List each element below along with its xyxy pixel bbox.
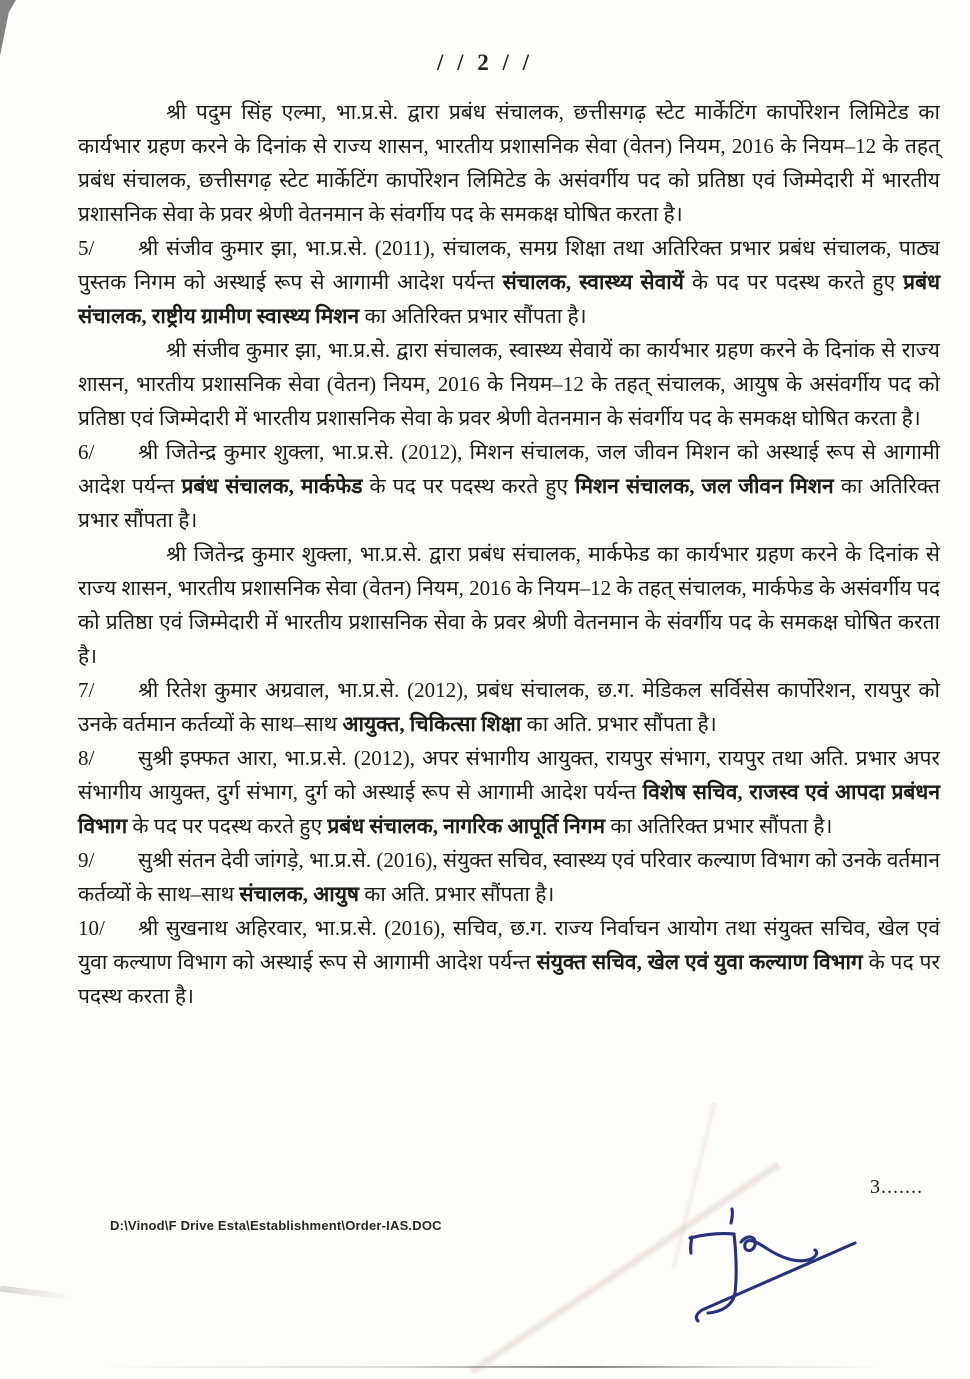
body-text: श्री पदुम सिंह एल्मा, भा.प्र.से. द्वारा प्रबंध संचालक, छत्तीसगढ़ स्टेट मार्केटिंग कार्पोरेशन लिमिटेड का कार्यभार ग्रहण करने के दिनांक से राज्य शासन, भारतीय प्रशासनिक सेवा (वेतन) नियम, 2016 के नियम–12 के तहत् प्रबंध संचालक, छत्तीसगढ़ स्टेट मार्केटिंग कार्पोरेशन लिमिटेड के असंवर्गीय पद को प्रतिष्ठा एवं जिम्मेदारी में भारतीय प्रशासनिक सेवा के प्रवर श्रेणी वेतनमान के संवर्गीय पद के समकक्ष घोषित करता है। xyxy=(78,100,940,226)
emphasized-text: मिशन संचालक, जल जीवन मिशन xyxy=(575,474,834,498)
item-number: 5/ xyxy=(78,236,95,260)
body-text: का अति. प्रभार सौंपता है। xyxy=(521,712,717,736)
emphasized-text: प्रबंध संचालक, नागरिक आपूर्ति निगम xyxy=(327,814,606,838)
emphasized-text: प्रबंध संचालक, मार्कफेड xyxy=(181,474,363,498)
body-text: श्री जितेन्द्र कुमार शुक्ला, भा.प्र.से. द्वारा प्रबंध संचालक, मार्कफेड का कार्यभार ग्रहण करने के दिनांक से राज्य शासन, भारतीय प्रशासनिक सेवा (वेतन) नियम, 2016 के नियम–12 के तहत् संचालक, मार्कफेड के असंवर्गीय पद को प्रतिष्ठा एवं जिम्मेदारी में भारतीय प्रशासनिक सेवा के प्रवर श्रेणी वेतनमान के संवर्गीय पद के समकक्ष घोषित करता है। xyxy=(78,542,940,668)
next-page-indicator: 3....... xyxy=(870,1176,923,1198)
order-paragraph xyxy=(78,537,940,673)
body-text: सुश्री संतन देवी जांगड़े, भा.प्र.से. (2016), संयुक्त सचिव, स्वास्थ्य एवं परिवार कल्याण विभाग को उनके वर्तमान कर्तव्यों के साथ–साथ xyxy=(78,848,940,906)
page-number-header: / / 2 / / xyxy=(436,50,534,75)
body-text: के पद पर पदस्थ करते हुए xyxy=(683,270,904,294)
body-text: श्री सुखनाथ अहिरवार, भा.प्र.से. (2016), सचिव, छ.ग. राज्य निर्वाचन आयोग तथा संयुक्त सचिव, खेल एवं युवा कल्याण विभाग को अस्थाई रूप से आगामी आदेश पर्यन्त xyxy=(78,916,940,974)
body-text: श्री संजीव कुमार झा, भा.प्र.से. द्वारा संचालक, स्वास्थ्य सेवायें का कार्यभार ग्रहण करने के दिनांक से राज्य शासन, भारतीय प्रशासनिक सेवा (वेतन) नियम, 2016 के नियम–12 के तहत् संचालक, आयुष के असंवर्गीय पद को प्रतिष्ठा एवं जिम्मेदारी में भारतीय प्रशासनिक सेवा के प्रवर श्रेणी वेतनमान के संवर्गीय पद के समकक्ष घोषित करता है। xyxy=(78,338,940,430)
order-item-9 xyxy=(78,843,940,911)
order-text-body xyxy=(78,95,940,1013)
item-number: 8/ xyxy=(78,746,95,770)
emphasized-text: संचालक, स्वास्थ्य सेवायें xyxy=(502,270,684,294)
order-item-10 xyxy=(78,911,940,1013)
order-item-7 xyxy=(78,673,940,741)
body-text: श्री जितेन्द्र कुमार शुक्ला, भा.प्र.से. (2012), मिशन संचालक, जल जीवन मिशन को अस्थाई रूप से आगामी आदेश पर्यन्त xyxy=(78,440,940,498)
order-item-8 xyxy=(78,741,940,843)
emphasized-text: प्रबंध संचालक, राष्ट्रीय ग्रामीण स्वास्थ्य मिशन xyxy=(78,270,940,328)
body-text: के पद पर पदस्थ करते हुए xyxy=(127,814,328,838)
item-number: 6/ xyxy=(78,440,95,464)
scan-edge-artifact xyxy=(95,1366,885,1368)
body-text: का अति. प्रभार सौंपता है। xyxy=(359,882,555,906)
body-text: का अतिरिक्त प्रभार सौंपता है। xyxy=(359,304,587,328)
item-number: 10/ xyxy=(78,916,105,940)
emphasized-text: संयुक्त सचिव, खेल एवं युवा कल्याण विभाग xyxy=(536,950,863,974)
emphasized-text: संचालक, आयुष xyxy=(239,882,360,906)
body-text: के पद पर पदस्थ करते हुए xyxy=(362,474,576,498)
signature-ink-icon xyxy=(640,1195,870,1335)
body-text: श्री संजीव कुमार झा, भा.प्र.से. (2011), संचालक, समग्र शिक्षा तथा अतिरिक्त प्रभार प्रबंध संचालक, पाठ्य पुस्तक निगम को अस्थाई रूप से आगामी आदेश पर्यन्त xyxy=(78,236,940,294)
item-number: 9/ xyxy=(78,848,95,872)
body-text: का अतिरिक्त प्रभार सौंपता है। xyxy=(605,814,833,838)
order-item-5 xyxy=(78,231,940,333)
body-text: के पद पर पदस्थ करता है। xyxy=(78,950,940,1008)
footer-file-path: D:\Vinod\F Drive Esta\Establishment\Order-IAS.DOC xyxy=(110,1218,442,1233)
body-text: श्री रितेश कुमार अग्रवाल, भा.प्र.से. (2012), प्रबंध संचालक, छ.ग. मेडिकल सर्विसेस कार्पोरेशन, रायपुर को उनके वर्तमान कर्तव्यों के साथ–साथ xyxy=(78,678,940,736)
order-item-6 xyxy=(78,435,940,537)
order-paragraph xyxy=(78,95,940,231)
scan-corner-artifact xyxy=(0,0,16,56)
order-paragraph xyxy=(78,333,940,435)
scan-shadow-artifact xyxy=(0,1286,72,1301)
body-text: सुश्री इफ्फत आरा, भा.प्र.से. (2012), अपर संभागीय आयुक्त, रायपुर संभाग, रायपुर तथा अति. प्रभार अपर संभागीय आयुक्त, दुर्ग संभाग, दुर्ग को अस्थाई रूप से आगामी आदेश पर्यन्त xyxy=(78,746,940,804)
emphasized-text: आयुक्त, चिकित्सा शिक्षा xyxy=(342,712,522,736)
emphasized-text: विशेष सचिव, राजस्व एवं आपदा प्रबंधन विभाग xyxy=(78,780,940,838)
item-number: 7/ xyxy=(78,678,95,702)
body-text: का अतिरिक्त प्रभार सौंपता है। xyxy=(78,474,941,532)
